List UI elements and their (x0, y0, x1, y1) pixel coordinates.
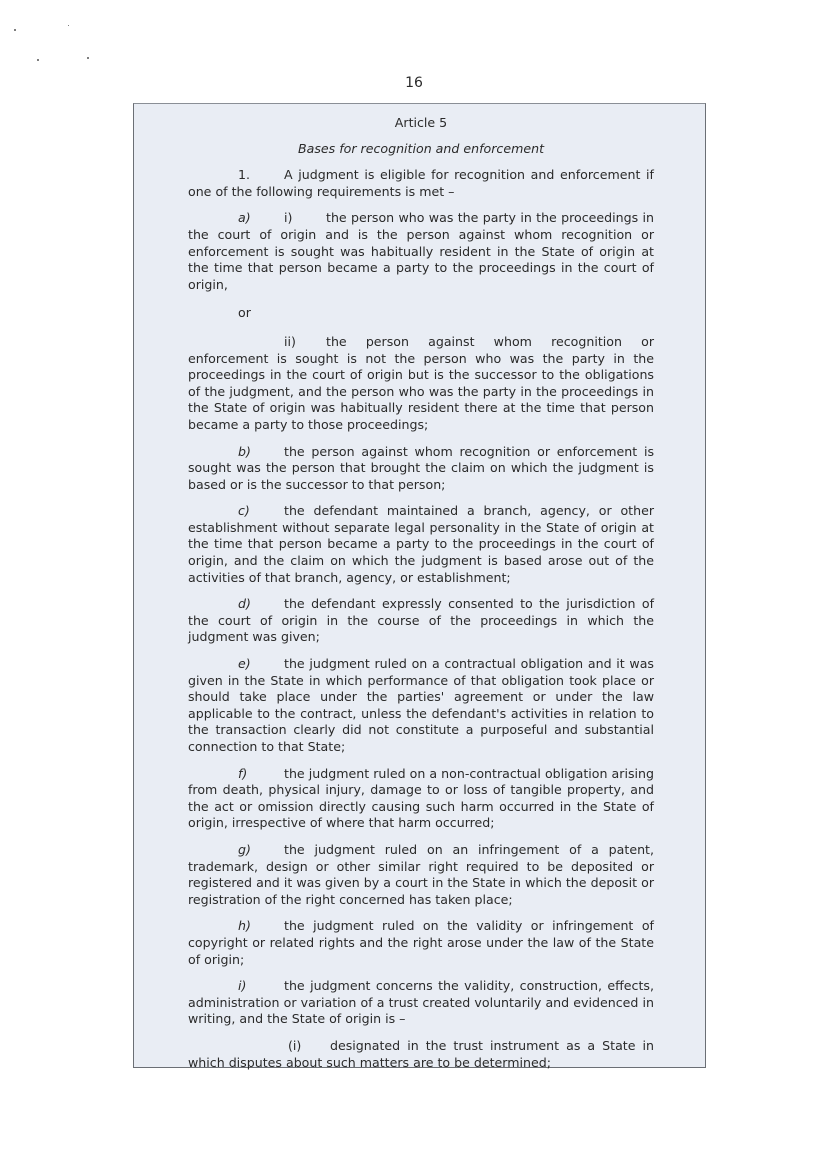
item-text-a-i: the person who was the party in the proceedings in the court of origin and is the person against whom recognition or enforcement is sought was habitually resident in the State of origin at the time that person became a party to the proceedings in the court of origin, (188, 210, 654, 292)
item-d (188, 596, 654, 646)
item-a-ii (188, 334, 654, 434)
intro-text: A judgment is eligible for recognition and enforcement if one of the following requirements is met – (188, 167, 654, 199)
article-content (188, 104, 654, 1071)
item-label-c: c) (238, 503, 250, 519)
item-number: 1. (238, 167, 251, 183)
item-text-i: the judgment concerns the validity, construction, effects, administration or variation of a trust created voluntarily and evidenced in writing, and the State of origin is – (188, 978, 654, 1027)
item-text-a-ii: the person against whom recognition or enforcement is sought is not the person who was the party in the proceedings in the court of origin but is the successor to the obligations of the judgment, and the person who was the party in the proceedings in the State of origin was habitually resident there at the time that person became a party to those proceedings; (188, 333, 654, 432)
item-e (188, 656, 654, 756)
page-number: 16 (405, 75, 423, 91)
scan-speck (87, 57, 89, 59)
item-label-b: b) (238, 443, 251, 459)
item-label-e: e) (238, 656, 251, 672)
item-text-e: the judgment ruled on a contractual obligation and it was given in the State in which performance of that obligation took place or should take place under the parties' agreement or under the law applicable to the contract, unless the defendant's activities in relation to the transaction clearly did not constitute a purposeful and substantial connection to that State; (188, 656, 654, 754)
article-box (133, 103, 706, 1068)
scan-speck (37, 59, 39, 61)
item-b (188, 444, 654, 494)
item-label-g: g) (238, 841, 251, 857)
item-g (188, 842, 654, 908)
item-label-a-ii: ii) (284, 333, 296, 349)
item-text-h: the judgment ruled on the validity or infringement of copyright or related rights and the right arose under the law of the State of origin; (188, 918, 654, 967)
intro-paragraph (188, 167, 654, 200)
item-text-i-i: designated in the trust instrument as a State in which disputes about such matters are to be determined; (188, 1037, 654, 1070)
scan-speck (68, 25, 69, 26)
item-label-h: h) (238, 918, 251, 934)
or-text: or (238, 305, 251, 321)
item-label-i-i: (i) (288, 1037, 302, 1053)
item-c (188, 503, 654, 586)
item-label-f: f) (238, 765, 248, 781)
item-i-i (188, 1038, 654, 1071)
item-label-a-i: i) (284, 210, 293, 226)
item-h (188, 918, 654, 968)
item-label-a: a) (238, 210, 251, 226)
article-subtitle: Bases for recognition and enforcement (297, 140, 545, 156)
scan-speck (14, 29, 16, 31)
item-label-d: d) (238, 596, 251, 612)
or-line (188, 305, 654, 322)
item-text-g: the judgment ruled on an infringement of a patent, trademark, design or other similar right required to be deposited or registered and it was given by a court in the State in which the deposit or registration of the right concerned has taken place; (188, 841, 654, 907)
item-i (188, 978, 654, 1028)
item-label-i: i) (238, 978, 247, 994)
item-f (188, 766, 654, 832)
item-text-d: the defendant expressly consented to the jurisdiction of the court of origin in the course of the proceedings in which the judgment was given; (188, 596, 654, 645)
item-text-f: the judgment ruled on a non-contractual obligation arising from death, physical injury, damage to or loss of tangible property, and the act or omission directly causing such harm occurred in the State of origin, irrespective of where that harm occurred; (188, 765, 654, 831)
item-text-c: the defendant maintained a branch, agency, or other establishment without separate legal personality in the State of origin at the time that person became a party to the proceedings in the court of origin, and the claim on which the judgment is based arose out of the activities of that branch, agency, or establishment; (188, 503, 654, 585)
article-title: Article 5 (394, 115, 448, 130)
item-a-i (188, 210, 654, 293)
item-text-b: the person against whom recognition or enforcement is sought was the person that brought the claim on which the judgment is based or is the successor to that person; (188, 443, 654, 492)
